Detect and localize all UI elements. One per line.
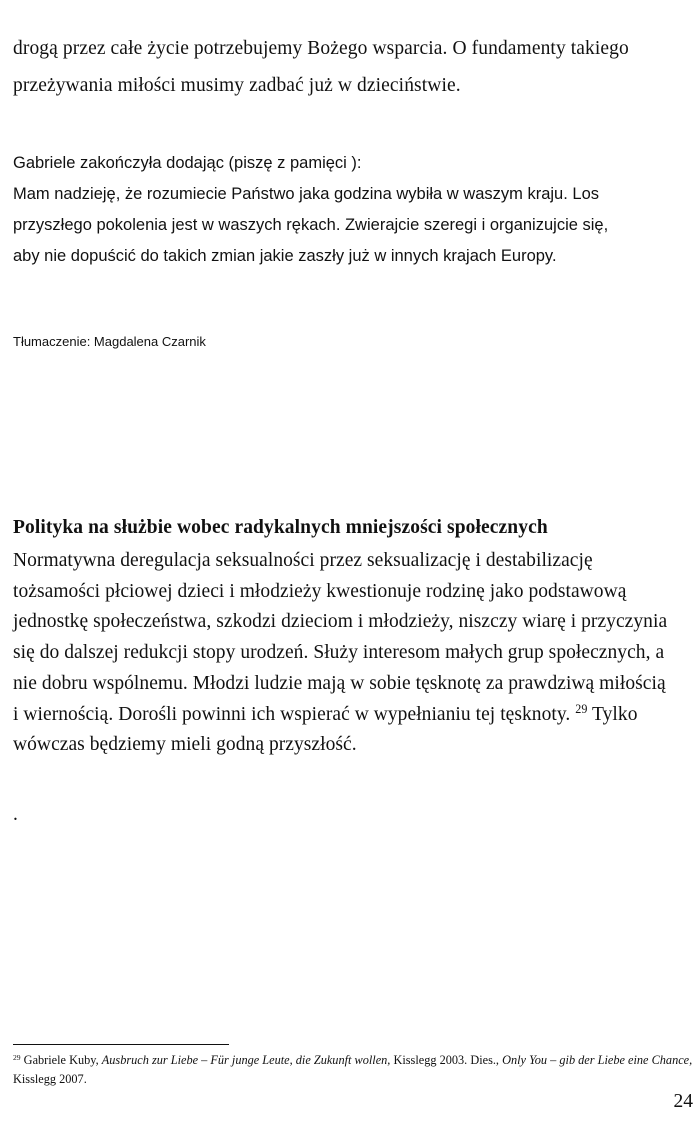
body-line-7: wówczas będziemy mieli godną przyszłość. [13, 734, 357, 756]
intro-line-1: drogą przez całe życie potrzebujemy Bożego wsparcia. O fundamenty takiego [13, 38, 629, 59]
section-heading: Polityka na służbie wobec radykalnych mniejszości społecznych [13, 517, 548, 538]
footnote-author: Gabriele Kuby, [20, 1053, 102, 1067]
body-line-6 [13, 700, 667, 731]
section-body [13, 546, 667, 761]
body-line-3: jednostkę społeczeństwa, szkodzi dzieciom i młodzieży, niszczy wiarę i przyczynia [13, 611, 668, 633]
footnote-reference[interactable]: 29 [575, 702, 588, 717]
footnote-publication-2: Kisslegg 2007. [13, 1072, 87, 1086]
body-line-2: tożsamości płciowej dzieci i młodzieży kwestionuje rodzinę jako podstawową [13, 580, 627, 602]
body-line-4: się do dalszej redukcji stopy urodzeń. Służy interesom małych grup społecznych, a [13, 642, 665, 664]
quote-line-2: Mam nadzieję, że rozumiecie Państwo jaka godzina wybiła w waszym kraju. Los [13, 185, 599, 203]
footnote-divider [13, 1044, 229, 1045]
page-number: 24 [673, 1091, 693, 1112]
quote-line-1: Gabriele zakończyła dodając (piszę z pamięci ): [13, 154, 362, 172]
stray-dot: . [13, 804, 18, 825]
closing-quote [13, 148, 608, 272]
intro-line-2: przeżywania miłości musimy zadbać już w dzieciństwie. [13, 75, 461, 96]
body-line-6-text: i wiernością. Dorośli powinni ich wspierać w wypełnianiu tej tęsknoty. [13, 703, 571, 725]
footnote-title-1: Ausbruch zur Liebe – Für junge Leute, die Zukunft wollen, [101, 1053, 391, 1067]
body-line-1: Normatywna deregulacja seksualności przez seksualizację i destabilizację [13, 550, 593, 571]
quote-line-3: przyszłego pokolenia jest w waszych rękach. Zwierajcie szeregi i organizujcie się, [13, 216, 609, 234]
footnote-title-2: Only You – gib der Liebe eine Chance, [502, 1053, 693, 1067]
translator-credit: Tłumaczenie: Magdalena Czarnik [13, 334, 206, 349]
quote-line-4: aby nie dopuścić do takich zmian jakie zaszły już w innych krajach Europy. [13, 247, 557, 265]
body-line-6-tail: Tylko [587, 703, 638, 725]
body-line-5: nie dobru wspólnemu. Młodzi ludzie mają w sobie tęsknotę za prawdziwą miłością [13, 672, 666, 694]
footnote-number: 29 [13, 1053, 21, 1063]
footnote [13, 1051, 693, 1089]
intro-paragraph [13, 30, 629, 104]
footnote-publication-1: Kisslegg 2003. Dies., [390, 1053, 503, 1067]
